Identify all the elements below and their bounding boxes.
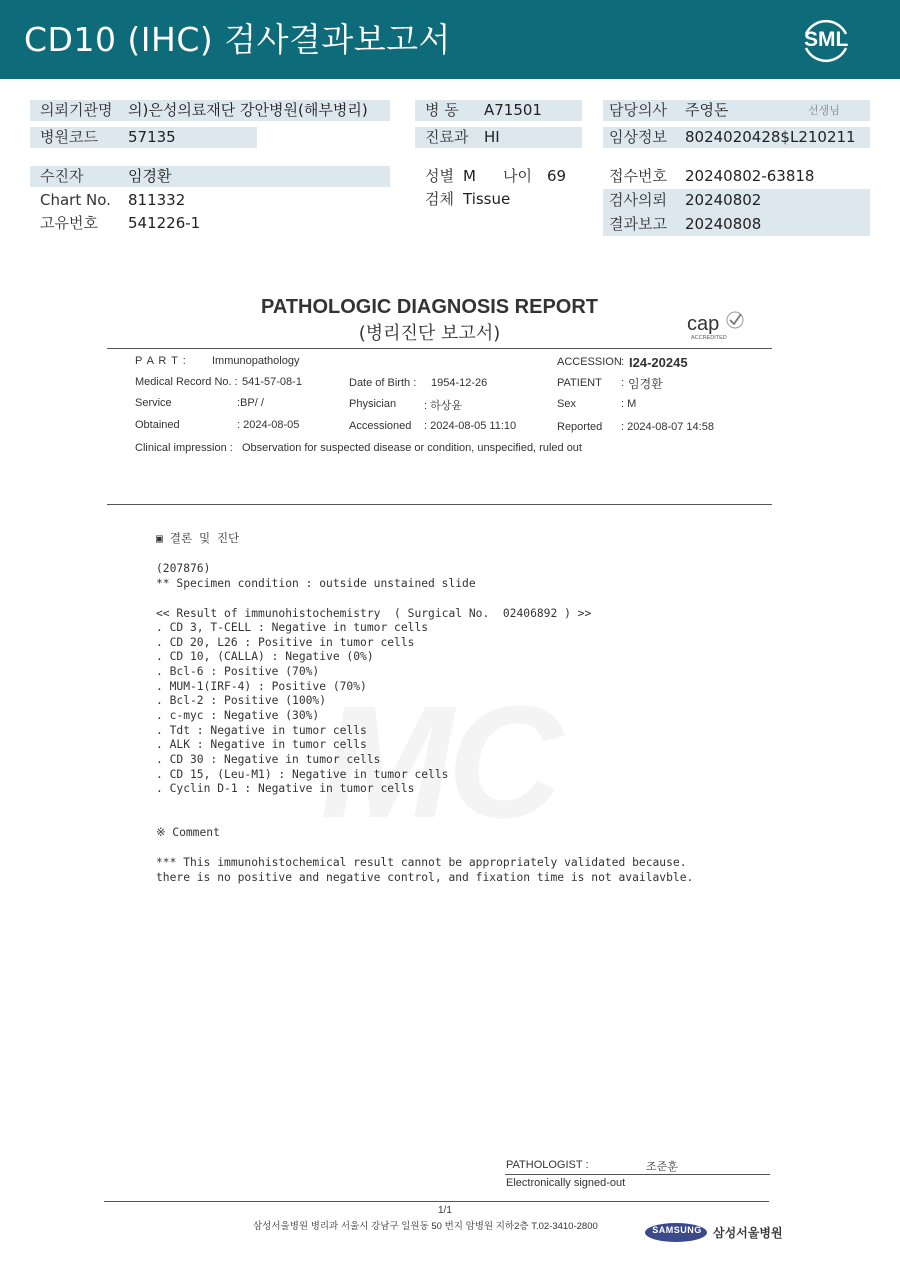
pathologist-label: PATHOLOGIST : [506,1159,589,1171]
ihc-result-line: . Cyclin D-1 : Negative in tumor cells [156,782,415,795]
sex-age-row [415,166,585,187]
clinical-info-row [603,127,870,148]
chart-value: 811332 [128,191,186,209]
department-label: 진료과 [425,128,469,146]
cap-logo-text: cap [687,313,720,335]
unique-row [30,213,390,234]
service-label: Service [135,397,172,409]
reported-value: : 2024-08-07 14:58 [621,421,714,433]
institution-value: 의)은성의료재단 강안병원(해부병리) [128,101,368,119]
cap-logo-sub: ACCREDITED [691,335,727,341]
impression-value: Observation for suspected disease or condition, unspecified, ruled out [242,442,582,454]
report-top-rule [107,348,772,349]
comment-line-1: *** This immunohistochemical result cannot be appropriately validated because. [156,856,687,869]
report-title: PATHOLOGIC DIAGNOSIS REPORT [260,296,599,318]
footer-rule [104,1201,769,1202]
service-value: :BP/ / [237,397,264,409]
ihc-result-line: . ALK : Negative in tumor cells [156,738,367,751]
patient-row [30,166,390,187]
mrn-label: Medical Record No. : [135,376,238,388]
clinical-info-label: 임상정보 [609,128,667,146]
result-value: 20240808 [685,215,762,233]
institution-label: 의뢰기관명 [40,101,113,119]
report-subtitle: (병리진단 보고서) [358,323,501,344]
department-value: HI [484,128,500,146]
age-value: 69 [547,167,567,185]
patient-name-value: 임경환 [628,377,663,391]
report-header [0,0,900,79]
receipt-row [603,166,870,187]
ihc-result-line: . CD 10, (CALLA) : Negative (0%) [156,650,374,663]
doctor-value: 주영돈 [685,101,729,119]
pathologist-value: 조준훈 [646,1161,678,1173]
part-value: Immunopathology [212,355,300,367]
ihc-heading: << Result of immunohistochemistry ( Surgical No. 02406892 ) >> [156,607,592,620]
obtained-value: : 2024-08-05 [237,419,300,431]
comment-heading: ※ Comment [156,826,220,839]
unique-label: 고유번호 [40,214,98,232]
accessioned-value: : 2024-08-05 11:10 [424,420,517,432]
physician-value: : 하상윤 [424,400,462,412]
hospital-code-row [30,127,257,148]
sex-value: M [463,167,476,185]
ward-label: 병 동 [425,101,459,119]
reported-label: Reported [557,421,603,433]
chart-label: Chart No. [40,191,111,209]
hospital-code-label: 병원코드 [40,128,98,146]
result-row [603,214,870,235]
specimen-value: Tissue [463,190,511,208]
patient-name-colon: : [621,377,625,389]
clinical-info-value: 8024020428$L210211 [685,128,856,146]
ihc-result-line: . c-myc : Negative (30%) [156,709,320,722]
impression-label: Clinical impression : [135,442,233,454]
accessioned-label: Accessioned [349,420,412,432]
page-number: 1/1 [438,1205,452,1216]
doctor-suffix: 선생님 [808,104,840,117]
dob-label: Date of Birth : [349,377,417,389]
sex-label: 성별 [425,167,454,185]
dob-value: 1954-12-26 [431,377,488,389]
unique-value: 541226-1 [128,214,201,232]
patient-label: 수진자 [40,167,84,185]
request-value: 20240802 [685,191,762,209]
mrn-value: 541-57-08-1 [242,376,302,388]
comment-line-2: there is no positive and negative control, and fixation time is not availavble. [156,871,694,884]
ihc-result-line: . CD 3, T-CELL : Negative in tumor cells [156,621,429,634]
receipt-value: 20240802-63818 [685,167,815,185]
request-label: 검사의뢰 [609,191,667,209]
age-label: 나이 [503,167,532,185]
section-heading: ▣ 결론 및 진단 [156,531,240,545]
patient-value: 임경환 [128,167,172,185]
chart-row [30,190,390,211]
ward-value: A71501 [484,101,542,119]
ward-row [415,100,582,121]
patient-name-label: PATIENT [557,377,602,389]
department-row [415,127,582,148]
specimen-label: 검체 [425,190,454,208]
physician-label: Physician [349,398,397,410]
pathologist-rule [505,1174,770,1175]
ihc-result-line: . CD 15, (Leu-M1) : Negative in tumor cells [156,768,449,781]
ihc-result-line: . Bcl-2 : Positive (100%) [156,694,327,707]
hospital-name: 삼성서울병원 [713,1226,783,1240]
accession-label: ACCESSION [557,356,622,368]
signed-out-text: Electronically signed-out [506,1177,626,1189]
footer-address: 삼성서울병원 병리과 서울시 강남구 일원동 50 번지 암병원 지하2층 T.02-3410-2800 [253,1221,598,1232]
accession-colon: : [621,356,625,368]
ihc-result-line: . CD 20, L26 : Positive in tumor cells [156,636,415,649]
sex-label: Sex [557,398,576,410]
report-middle-rule [107,504,772,505]
cap-accredited-icon [685,308,747,342]
hospital-code-value: 57135 [128,128,176,146]
part-label: P A R T : [135,355,187,367]
request-row [603,190,870,211]
ihc-result-line: . CD 30 : Negative in tumor cells [156,753,381,766]
sex-value: : M [621,398,637,410]
specimen-row [415,189,585,210]
ihc-result-line: . Tdt : Negative in tumor cells [156,724,367,737]
samsung-logo-text: SAMSUNG [652,1225,702,1235]
obtained-label: Obtained [135,419,180,431]
case-number: (207876) [156,562,211,575]
institution-row [30,100,390,121]
accession-value: I24-20245 [629,355,688,370]
result-label: 결과보고 [609,215,667,233]
doctor-row [603,100,870,121]
ihc-result-line: . Bcl-6 : Positive (70%) [156,665,320,678]
receipt-label: 접수번호 [609,167,667,185]
doctor-label: 담당의사 [609,101,667,119]
ihc-result-line: . MUM-1(IRF-4) : Positive (70%) [156,680,367,693]
sml-logo-text: SML [804,28,849,51]
page-title: CD10 (IHC) 검사결과보고서 [24,20,451,59]
specimen-condition: ** Specimen condition : outside unstained slide [156,577,476,590]
